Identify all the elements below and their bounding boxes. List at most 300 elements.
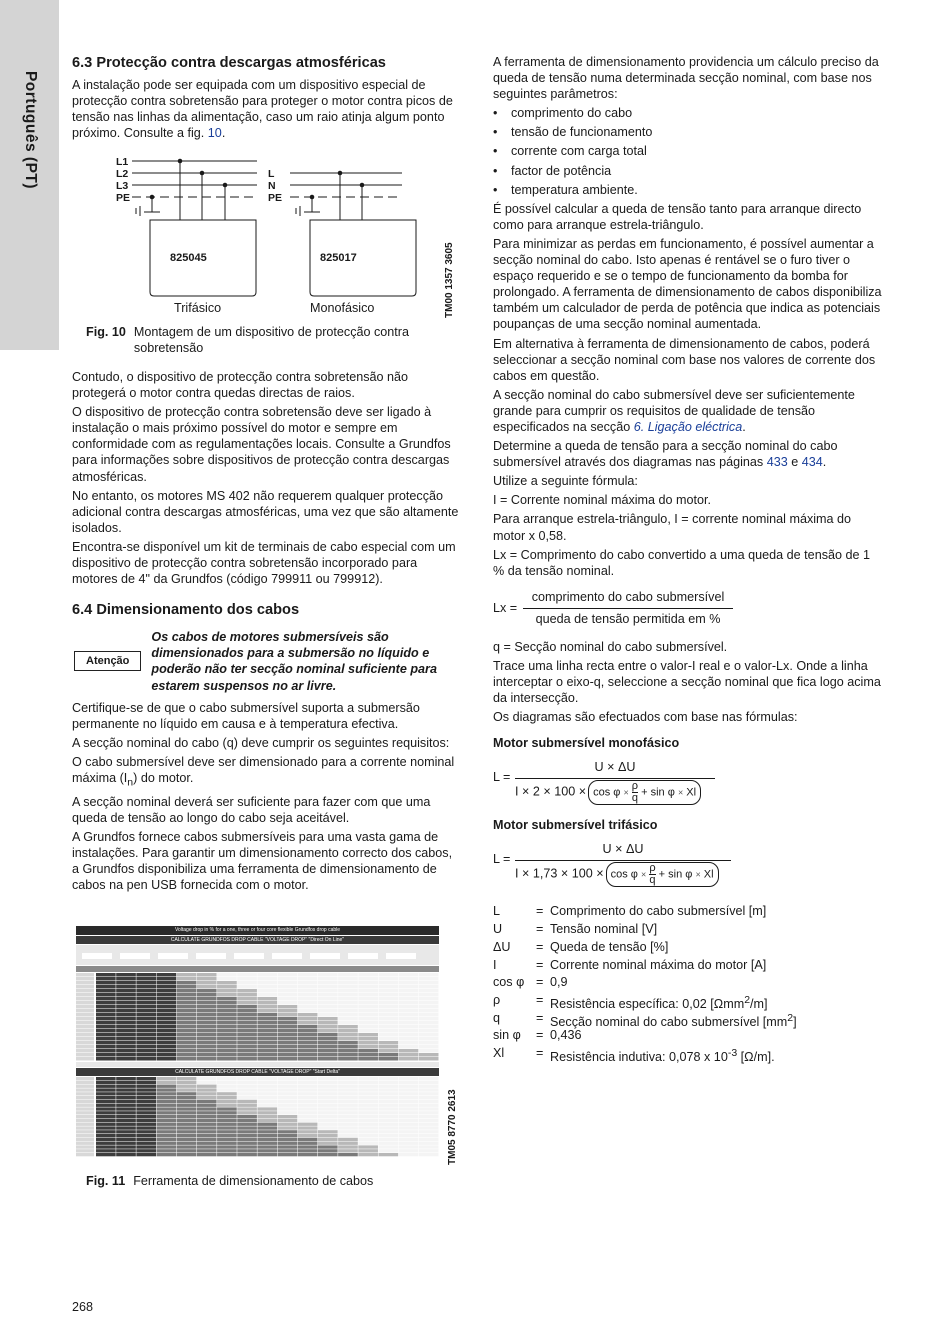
table-cell [136, 989, 156, 993]
table-cell [177, 1145, 197, 1148]
table-cell [257, 1081, 277, 1084]
table-cell [257, 1025, 277, 1029]
table-cell [278, 1145, 298, 1148]
table-cell [177, 1119, 197, 1122]
table-cell [177, 1153, 197, 1156]
table-cell [338, 1100, 358, 1103]
table-cell [399, 1115, 419, 1118]
table-cell [116, 997, 136, 1001]
legend-row: Xl = Resistência indutiva: 0,078 x $10^{-3}$ [Ω/m]. [493, 1045, 775, 1065]
table-cell [217, 1017, 237, 1021]
table-cell [419, 1009, 439, 1013]
table-cell [217, 1104, 237, 1107]
table-cell [399, 1130, 419, 1133]
input-cell [386, 953, 416, 959]
row-label-cell [76, 985, 94, 989]
table-cell [278, 1130, 298, 1133]
row-label-cell [76, 1104, 94, 1107]
table-cell [237, 1096, 257, 1099]
table-cell [378, 1049, 398, 1053]
table-cell [136, 1041, 156, 1045]
table-cell [116, 1111, 136, 1114]
table-cell [116, 985, 136, 989]
table-cell [217, 1085, 237, 1088]
table-cell [378, 1119, 398, 1122]
table-cell [116, 1017, 136, 1021]
table-cell [177, 1088, 197, 1091]
table-cell [157, 1085, 177, 1088]
table-cell [399, 1145, 419, 1148]
legend-row: q = Secção nominal do cabo submersível $[mm^2]$ [493, 1010, 797, 1029]
table-cell [378, 1057, 398, 1061]
table-cell [399, 1077, 419, 1080]
table-cell [358, 977, 378, 981]
table-cell [96, 1017, 116, 1021]
input-cell [272, 953, 302, 959]
label-trifasico: Trifásico [174, 301, 222, 315]
table-cell [278, 1138, 298, 1141]
table-cell [116, 1149, 136, 1152]
table-cell [298, 1130, 318, 1133]
table-cell [419, 1138, 439, 1141]
table-cell [278, 1017, 298, 1021]
table-cell [136, 1029, 156, 1033]
table-cell [157, 1041, 177, 1045]
paragraph: Utilize a seguinte fórmula: [493, 474, 638, 489]
table-cell [278, 1029, 298, 1033]
row-label-cell [76, 977, 94, 981]
table-cell [157, 993, 177, 997]
table-cell [116, 1123, 136, 1126]
table-cell [298, 1126, 318, 1129]
paragraph: Para minimizar as perdas em funcionamento, é possível aumentar a secção nominal do cabo. Isto apenas é rentável se o furo tiver o espaço requerido e se o tempo de funcionamento da bomba for prolongado. A ferramenta de dimensionamento de cabos disponibiliza também um calculador de perda de potência que indica as potenciais poupanças de uma secção nominal aumentada. [493, 236, 882, 332]
table-cell [116, 1119, 136, 1122]
table-cell [278, 977, 298, 981]
table-cell [318, 1111, 338, 1114]
table-cell [318, 1107, 338, 1110]
tool-header-direct: CALCULATE GRUNDFOS DROP CABLE "VOLTAGE DROP" "Direct On Line" [170, 937, 345, 943]
table-cell [237, 1005, 257, 1009]
table-cell [177, 1041, 197, 1045]
table-cell [217, 1021, 237, 1025]
input-cell [120, 953, 150, 959]
row-label-cell [76, 1092, 94, 1095]
table-cell [419, 1107, 439, 1110]
table-cell [278, 1111, 298, 1114]
table-cell [96, 1021, 116, 1025]
list-item: • tensão de funcionamento [493, 124, 883, 140]
table-cell [318, 1005, 338, 1009]
row-label-cell [76, 1107, 94, 1110]
box-825045: 825045 [170, 252, 207, 264]
table-cell [217, 1142, 237, 1145]
table-cell [257, 1029, 277, 1033]
table-cell [257, 981, 277, 985]
table-cell [96, 1009, 116, 1013]
label-monofasico: Monofásico [310, 301, 375, 315]
table-cell [157, 1049, 177, 1053]
table-cell [257, 1033, 277, 1037]
table-cell [177, 1100, 197, 1103]
table-cell [257, 985, 277, 989]
table-cell [419, 1119, 439, 1122]
figure-11-cable-tool [76, 926, 439, 1158]
table-cell [358, 1130, 378, 1133]
table-cell [157, 1130, 177, 1133]
table-cell [136, 973, 156, 977]
fig-11-caption: Fig. 11 Ferramenta de dimensionamento de cabos [86, 1174, 374, 1188]
table-cell [399, 1081, 419, 1084]
table-cell [419, 1104, 439, 1107]
table-cell [419, 1081, 439, 1084]
table-cell [298, 1005, 318, 1009]
table-cell [318, 1085, 338, 1088]
table-cell [116, 1009, 136, 1013]
table-cell [177, 1085, 197, 1088]
fig-10-caption: Fig. 10 Montagem de um dispositivo de protecção contra sobretensão [86, 325, 410, 356]
paragraph: É possível calcular a queda de tensão tanto para arranque directo como para arranque estrela-triângulo. [493, 201, 862, 232]
table-cell [136, 1045, 156, 1049]
table-cell [217, 1096, 237, 1099]
table-cell [197, 993, 217, 997]
table-cell [419, 1096, 439, 1099]
table-cell [197, 1153, 217, 1156]
fig-10-link[interactable]: 10 [207, 126, 222, 141]
table-cell [217, 1123, 237, 1126]
table-cell [338, 997, 358, 1001]
table-cell [116, 1134, 136, 1137]
table-cell [338, 1021, 358, 1025]
table-cell [378, 1009, 398, 1013]
table-cell [177, 1149, 197, 1152]
table-cell [157, 1017, 177, 1021]
table-cell [278, 1013, 298, 1017]
table-cell [96, 1138, 116, 1141]
table-cell [136, 1153, 156, 1156]
table-cell [116, 1138, 136, 1141]
table-cell [358, 1107, 378, 1110]
page-number: 268 [72, 1300, 94, 1314]
table-cell [378, 1033, 398, 1037]
table-cell [358, 1134, 378, 1137]
table-cell [217, 1029, 237, 1033]
table-cell [157, 1088, 177, 1091]
table-cell [419, 981, 439, 985]
table-cell [278, 1057, 298, 1061]
table-cell [237, 1025, 257, 1029]
paragraph: A ferramenta de dimensionamento providencia um cálculo preciso da queda de tensão numa determinada secção nominal, com base nos seguintes parâmetros: [493, 55, 879, 102]
table-cell [157, 1115, 177, 1118]
table-cell [157, 1077, 177, 1080]
table-cell [318, 1134, 338, 1137]
table-cell [358, 997, 378, 1001]
row-label-cell [76, 1145, 94, 1148]
input-cell [234, 953, 264, 959]
table-cell [419, 1142, 439, 1145]
paragraph: A secção nominal do cabo submersível deve ser suficientemente grande para cumprir os requisitos de qualidade de tensão especificados na secção 6. Ligação eléctrica. [493, 387, 855, 434]
table-cell [318, 1123, 338, 1126]
section-6-3-title: 6.3 Protecção contra descargas atmosféricas [72, 55, 386, 71]
table-cell [136, 1134, 156, 1137]
table-cell [136, 1145, 156, 1148]
table-cell [157, 1107, 177, 1110]
table-cell [257, 1077, 277, 1080]
row-label-cell [76, 981, 94, 985]
table-cell [419, 1111, 439, 1114]
row-label-cell [76, 1085, 94, 1088]
table-cell [378, 1111, 398, 1114]
table-cell [257, 1134, 277, 1137]
table-cell [358, 981, 378, 985]
table-cell [298, 1021, 318, 1025]
table-cell [338, 1057, 358, 1061]
table-cell [237, 993, 257, 997]
table-cell [157, 1142, 177, 1145]
table-cell [318, 1045, 338, 1049]
paragraph: A secção nominal deverá ser suficiente para fazer com que uma queda de tensão ao longo do cabo seja aceitável. [72, 794, 431, 825]
table-cell [237, 1107, 257, 1110]
table-cell [157, 989, 177, 993]
table-cell [237, 1092, 257, 1095]
table-cell [136, 1001, 156, 1005]
row-label-cell [76, 1057, 94, 1061]
table-cell [298, 1138, 318, 1141]
table-cell [96, 1085, 116, 1088]
table-cell [237, 1138, 257, 1141]
table-cell [378, 1092, 398, 1095]
table-cell [399, 1049, 419, 1053]
table-cell [197, 1123, 217, 1126]
table-cell [136, 1111, 156, 1114]
row-label-cell [76, 1053, 94, 1057]
table-cell [217, 989, 237, 993]
row-label-cell [76, 1029, 94, 1033]
row-label-cell [76, 1142, 94, 1145]
table-cell [116, 1107, 136, 1110]
table-cell [358, 985, 378, 989]
table-cell [358, 1041, 378, 1045]
table-cell [96, 1126, 116, 1129]
table-cell [136, 1053, 156, 1057]
table-cell [197, 1107, 217, 1110]
table-cell [157, 1134, 177, 1137]
table-cell [338, 993, 358, 997]
table-cell [338, 1041, 358, 1045]
table-cell [217, 1088, 237, 1091]
table-cell [318, 1142, 338, 1145]
table-cell [96, 1149, 116, 1152]
table-cell [96, 997, 116, 1001]
table-cell [116, 1013, 136, 1017]
table-cell [96, 993, 116, 997]
table-cell [157, 1096, 177, 1099]
table-cell [318, 1153, 338, 1156]
table-cell [318, 1025, 338, 1029]
table-cell [96, 1142, 116, 1145]
table-cell [177, 1138, 197, 1141]
table-cell [338, 1037, 358, 1041]
table-cell [298, 1049, 318, 1053]
table-cell [278, 1115, 298, 1118]
row-label-cell [76, 1037, 94, 1041]
table-cell [116, 1081, 136, 1084]
tm-code-fig11: TM05 8770 2613 [447, 1089, 458, 1165]
figure-10-drawing [72, 150, 460, 320]
table-cell [298, 1092, 318, 1095]
table-cell [157, 1123, 177, 1126]
row-label-cell [76, 1001, 94, 1005]
table-cell [157, 1100, 177, 1103]
table-cell [358, 1088, 378, 1091]
table-cell [257, 1107, 277, 1110]
table-cell [358, 1029, 378, 1033]
table-cell [358, 1100, 378, 1103]
table-cell [116, 977, 136, 981]
table-cell [318, 1130, 338, 1133]
table-cell [237, 1119, 257, 1122]
table-cell [298, 1100, 318, 1103]
table-cell [318, 977, 338, 981]
table-cell [257, 1123, 277, 1126]
table-cell [96, 1041, 116, 1045]
table-cell [278, 1077, 298, 1080]
section-6-link[interactable]: 6. Ligação eléctrica [633, 419, 743, 434]
table-cell [136, 1123, 156, 1126]
table-cell [217, 1025, 237, 1029]
table-cell [177, 1033, 197, 1037]
table-cell [96, 1029, 116, 1033]
input-cell [158, 953, 188, 959]
table-cell [257, 1013, 277, 1017]
table-cell [177, 1029, 197, 1033]
table-cell [378, 1053, 398, 1057]
table-cell [136, 1115, 156, 1118]
table-cell [96, 1005, 116, 1009]
table-cell [318, 1145, 338, 1148]
row-label-cell [76, 1025, 94, 1029]
table-cell [96, 1145, 116, 1148]
section-6-3-body [72, 369, 460, 896]
table-cell [197, 1149, 217, 1152]
paragraph: Encontra-se disponível um kit de terminais de cabo especial com um dispositivo de protecção contra sobretensão incorporado para motores de 4" da Grundfos (código 799911 ou 799912). [72, 539, 456, 587]
table-cell [278, 1104, 298, 1107]
table-cell [177, 1049, 197, 1053]
paragraph: A secção nominal do cabo (q) deve cumprir os seguintes requisitos: [72, 735, 450, 750]
paragraph: Em alternativa à ferramenta de dimensionamento de cabos, poderá seleccionar a secção nominal com base nos valores de corrente dos cabos em questão. [493, 336, 876, 383]
table-cell [136, 1017, 156, 1021]
table-cell [257, 1126, 277, 1129]
table-cell [157, 1021, 177, 1025]
table-cell [298, 981, 318, 985]
table-cell [419, 1021, 439, 1025]
table-cell [237, 1077, 257, 1080]
table-cell [257, 1021, 277, 1025]
table-cell [399, 973, 419, 977]
table-cell [338, 1138, 358, 1141]
table-cell [177, 1045, 197, 1049]
table-cell [96, 1092, 116, 1095]
page-434-link[interactable]: 434 [801, 455, 823, 470]
table-cell [116, 981, 136, 985]
table-cell [197, 1145, 217, 1148]
row-label-cell [76, 1081, 94, 1084]
table-cell [157, 1001, 177, 1005]
table-cell [318, 989, 338, 993]
warning-badge: Atenção [74, 651, 141, 671]
table-cell [338, 1119, 358, 1122]
table-cell [116, 1049, 136, 1053]
table-cell [136, 1088, 156, 1091]
table-cell [96, 981, 116, 985]
table-cell [419, 1100, 439, 1103]
table-cell [136, 1100, 156, 1103]
table-cell [217, 1115, 237, 1118]
table-cell [378, 1123, 398, 1126]
tool-header-top: Voltage drop in % for a one, three or four core flexible Grundfos drop cable [174, 927, 341, 933]
table-cell [197, 1092, 217, 1095]
table-cell [197, 1053, 217, 1057]
table-cell [116, 1025, 136, 1029]
table-cell [157, 1111, 177, 1114]
table-cell [378, 1017, 398, 1021]
table-cell [116, 1085, 136, 1088]
table-cell [136, 1126, 156, 1129]
list-item: • comprimento do cabo [493, 105, 883, 121]
paragraph-current: O cabo submersível deve ser dimensionado para a corrente nominal máxima $(I_n)$ do motor. [72, 754, 455, 789]
table-cell [197, 981, 217, 985]
table-cell [378, 989, 398, 993]
table-cell [177, 989, 197, 993]
table-cell [419, 1033, 439, 1037]
table-cell [177, 1009, 197, 1013]
table-cell [157, 1126, 177, 1129]
paragraph: A Grundfos fornece cabos submersíveis para uma vasta gama de instalações. Para garantir um dimensionamento correcto dos cabos, a Grundfos disponibiliza uma ferramenta de dimensionamento de cabos na pen USB fornecida com o motor. [72, 829, 453, 893]
table-cell [217, 1005, 237, 1009]
table-cell [278, 1037, 298, 1041]
table-cell [378, 977, 398, 981]
table-cell [157, 1037, 177, 1041]
table-cell [136, 1077, 156, 1080]
table-cell [298, 1115, 318, 1118]
table-cell [96, 1037, 116, 1041]
table-cell [237, 1009, 257, 1013]
table-cell [136, 985, 156, 989]
table-cell [318, 997, 338, 1001]
table-cell [399, 1033, 419, 1037]
table-cell [197, 985, 217, 989]
table-cell [257, 1138, 277, 1141]
table-cell [96, 1081, 116, 1084]
page-433-link[interactable]: 433 [766, 455, 788, 470]
table-cell [237, 1130, 257, 1133]
table-cell [96, 1088, 116, 1091]
table-cell [96, 1053, 116, 1057]
table-cell [278, 1088, 298, 1091]
table-cell [217, 993, 237, 997]
table-cell [157, 1029, 177, 1033]
table-cell [358, 1013, 378, 1017]
table-cell [136, 1130, 156, 1133]
row-label-cell [76, 1077, 94, 1080]
table-cell [177, 1142, 197, 1145]
paragraph: Trace uma linha recta entre o valor-I real e o valor-Lx. Onde a linha interceptar o eixo-q, seleccione a secção nominal que fica logo acima da intersecção. [493, 658, 881, 706]
table-cell [338, 1153, 358, 1156]
table-cell [298, 1085, 318, 1088]
table-cell [358, 989, 378, 993]
table-cell [298, 1096, 318, 1099]
table-cell [318, 1100, 338, 1103]
table-cell [278, 1021, 298, 1025]
